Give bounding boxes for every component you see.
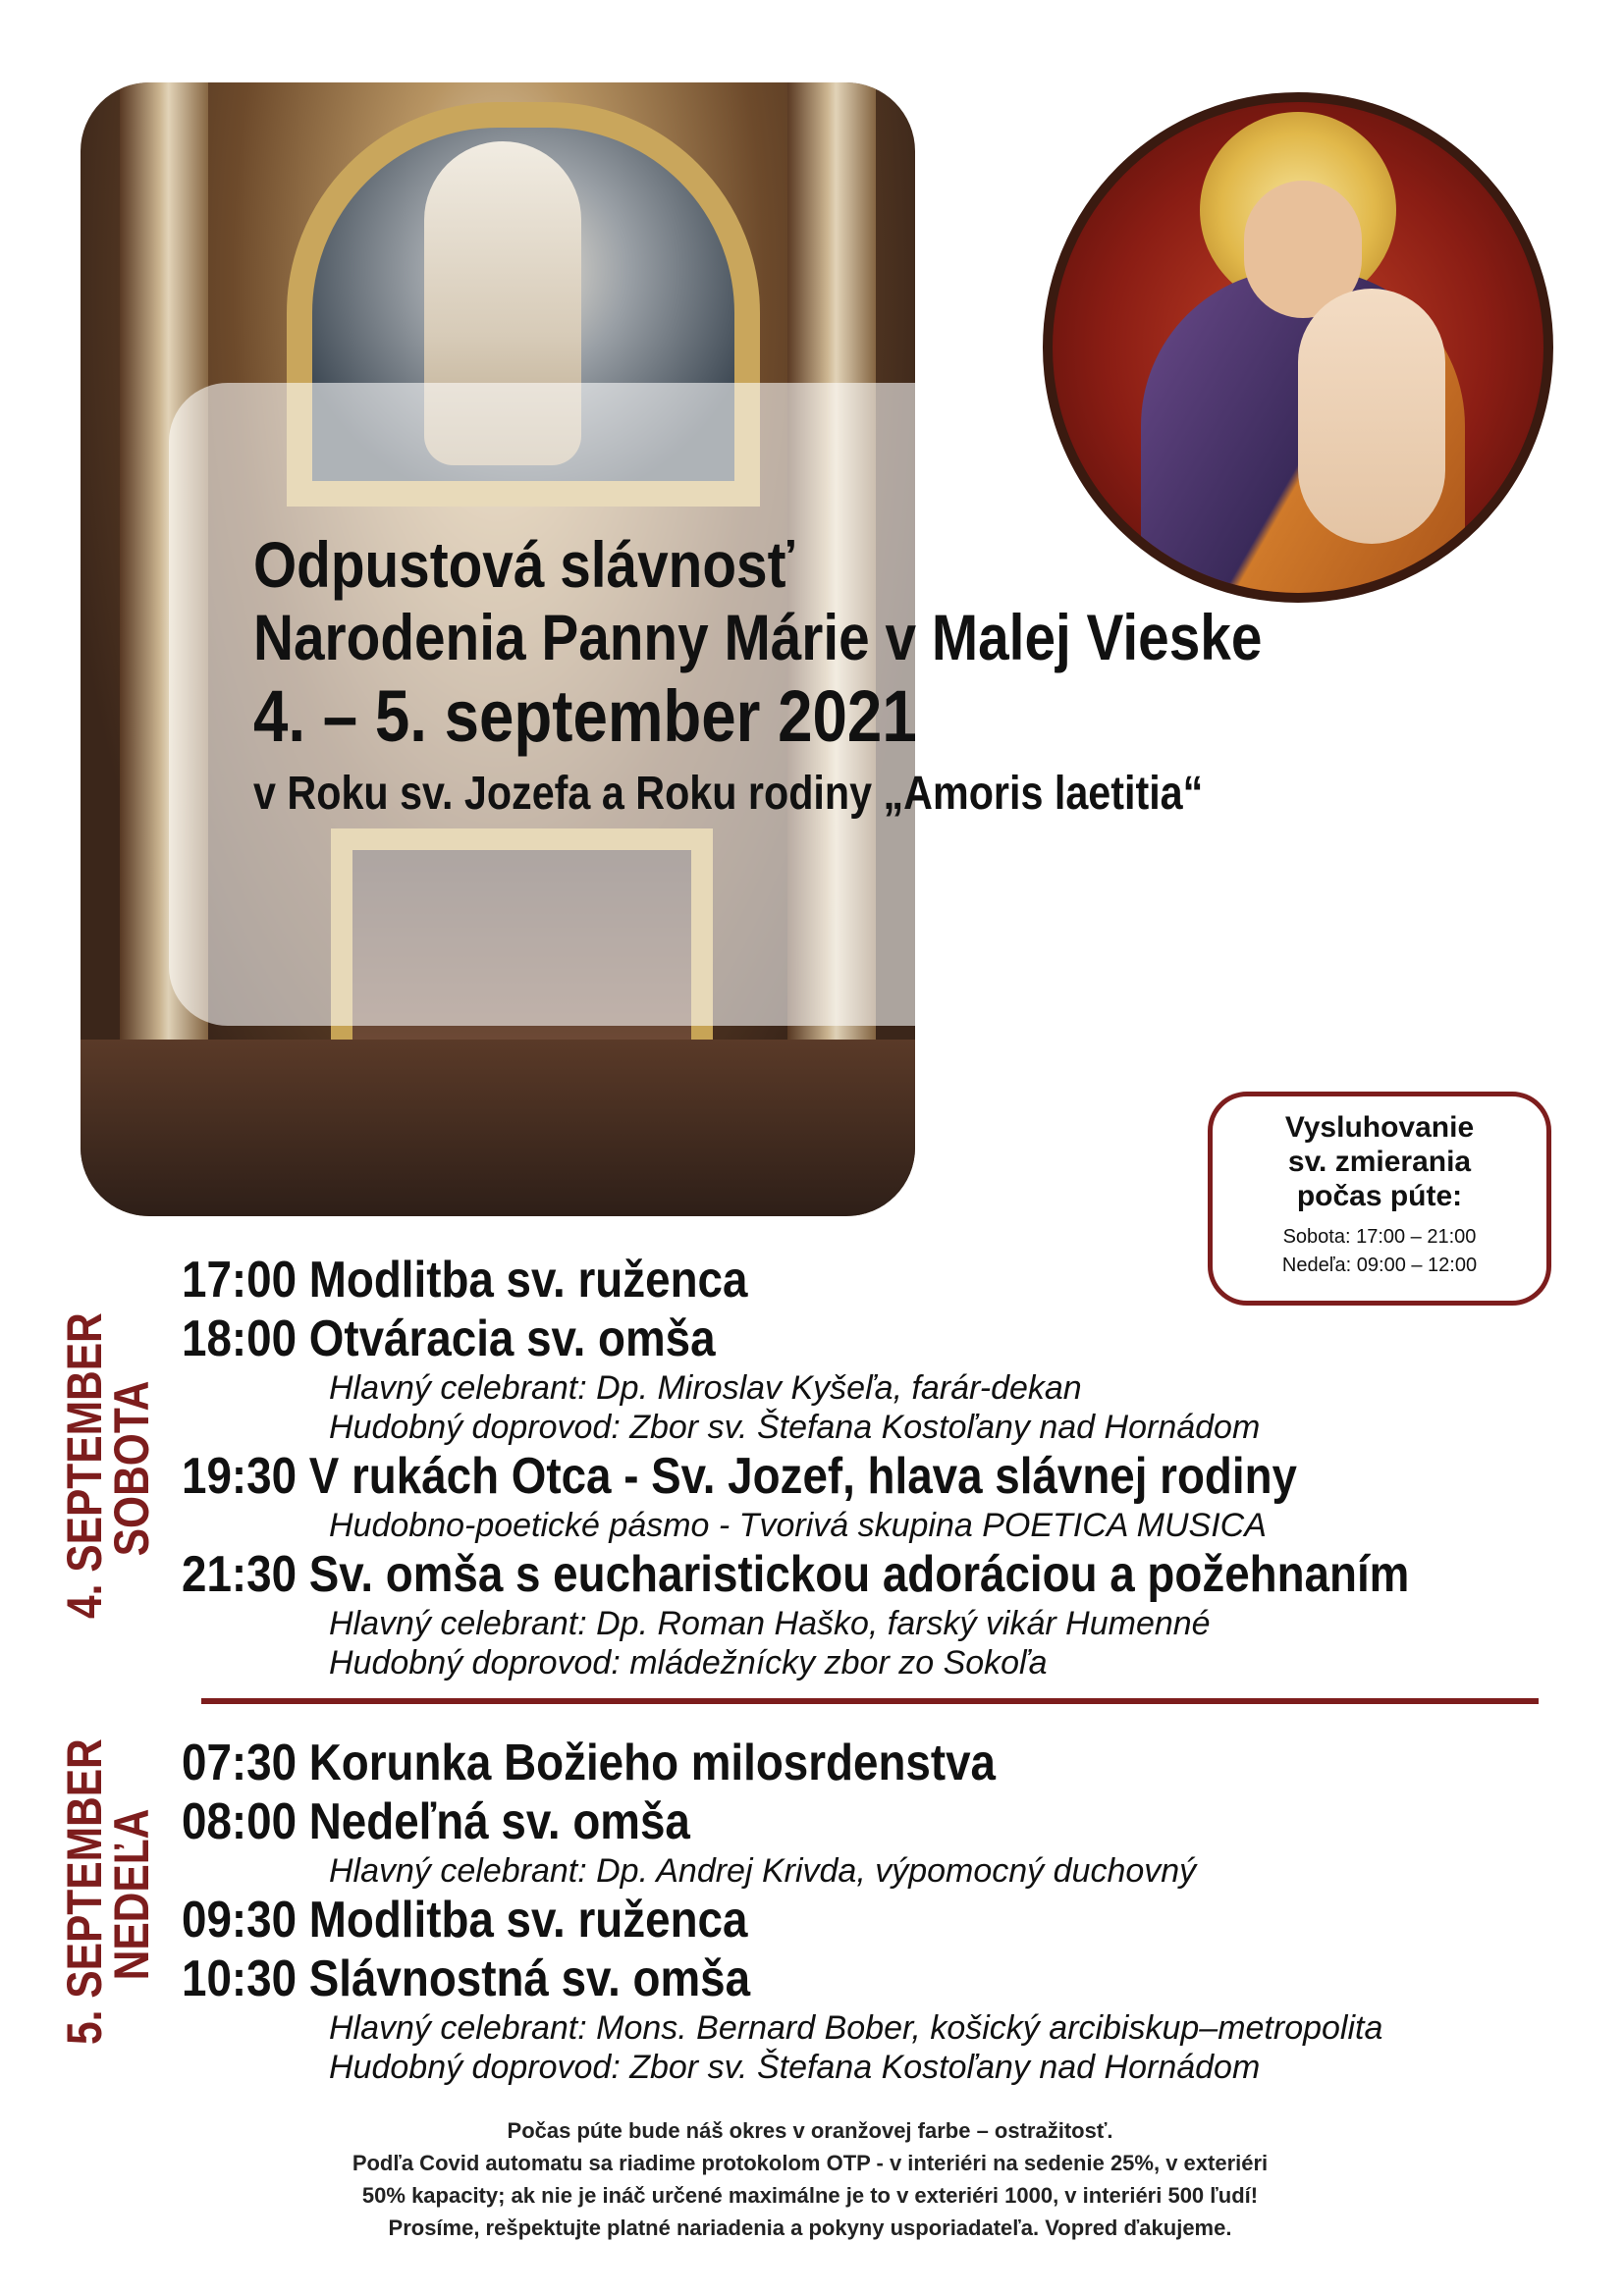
- schedule-item: [182, 1949, 1382, 2087]
- event-title: 09:30 Modlitba sv. ruženca: [182, 1892, 748, 1949]
- saturday-schedule: [182, 1251, 1577, 1682]
- schedule-item: [182, 1251, 1577, 1309]
- notice-line: Počas púte bude náš okres v oranžovej farbe – ostražitosť.: [507, 2118, 1113, 2143]
- saturday-label: [57, 1292, 159, 1645]
- event-detail: Hlavný celebrant: Dp. Miroslav Kyšeľa, farár-dekan: [329, 1369, 1082, 1407]
- event-title: 19:30 V rukách Otca - Sv. Jozef, hlava slávnej rodiny: [182, 1448, 1298, 1505]
- event-detail: Hudobno-poetické pásmo - Tvorivá skupina POETICA MUSICA: [329, 1507, 1267, 1544]
- page-title: [253, 528, 1427, 828]
- schedule-item: [182, 1545, 1577, 1682]
- event-title: 21:30 Sv. omša s eucharistickou adoráciou a požehnaním: [182, 1546, 1410, 1603]
- title-line-2: Narodenia Panny Márie v Malej Vieske: [253, 601, 1263, 673]
- day-separator: [201, 1698, 1539, 1704]
- stained-glass-saint-joseph-image: [1043, 92, 1553, 603]
- schedule-item: [182, 1447, 1577, 1545]
- sunday-day: NEDEĽA: [104, 1808, 159, 1981]
- event-detail: Hudobný doprovod: Zbor sv. Štefana Kostoľany nad Hornádom: [329, 1409, 1261, 1446]
- confession-time-sunday: Nedeľa: 09:00 – 12:00: [1281, 1255, 1478, 1276]
- confession-heading-1: Vysluhovanie: [1284, 1111, 1475, 1144]
- event-detail: Hlavný celebrant: Dp. Roman Haško, farský vikár Humenné: [329, 1605, 1211, 1642]
- sunday-date: 5. SEPTEMBER: [57, 1738, 112, 2045]
- schedule-item: [182, 1734, 1382, 1792]
- sunday-schedule: [182, 1734, 1382, 2087]
- notice-line: Podľa Covid automatu sa riadime protokolom OTP - v interiéri na sedenie 25%, v exteriéri: [352, 2151, 1269, 2175]
- schedule-item: [182, 1792, 1382, 1891]
- confession-heading-3: počas púte:: [1296, 1180, 1463, 1212]
- event-title: 08:00 Nedeľná sv. omša: [182, 1793, 690, 1850]
- confession-heading-2: sv. zmierania: [1287, 1146, 1472, 1178]
- event-title: 18:00 Otváracia sv. omša: [182, 1310, 716, 1367]
- event-title: 07:30 Korunka Božieho milosrdenstva: [182, 1735, 997, 1791]
- sunday-label: [57, 1718, 159, 2071]
- event-detail: Hudobný doprovod: Zbor sv. Štefana Kostoľany nad Hornádom: [329, 2049, 1261, 2086]
- title-date: 4. – 5. september 2021: [253, 675, 917, 757]
- event-title: 17:00 Modlitba sv. ruženca: [182, 1252, 748, 1308]
- notice-line: 50% kapacity; ak nie je ináč určené maximálne je to v exteriéri 1000, v interiéri 500 ľudí!: [361, 2183, 1259, 2208]
- saturday-date: 4. SEPTEMBER: [57, 1312, 112, 1619]
- saturday-day: SOBOTA: [104, 1380, 159, 1557]
- title-subtitle: v Roku sv. Jozefa a Roku rodiny „Amoris laetitia“: [253, 768, 1204, 820]
- event-detail: Hudobný doprovod: mládežnícky zbor zo Sokoľa: [329, 1644, 1048, 1682]
- title-line-1: Odpustová slávnosť: [253, 528, 794, 601]
- notice-line: Prosíme, rešpektujte platné nariadenia a pokyny usporiadateľa. Vopred ďakujeme.: [388, 2216, 1232, 2240]
- covid-notice: [245, 2114, 1375, 2244]
- event-detail: Hlavný celebrant: Mons. Bernard Bober, košický arcibiskup–metropolita: [329, 2009, 1383, 2047]
- confession-time-saturday: Sobota: 17:00 – 21:00: [1282, 1226, 1477, 1248]
- schedule-item: [182, 1309, 1577, 1447]
- schedule-item: [182, 1891, 1382, 1949]
- event-detail: Hlavný celebrant: Dp. Andrej Krivda, výpomocný duchovný: [329, 1852, 1197, 1890]
- event-title: 10:30 Slávnostná sv. omša: [182, 1950, 751, 2007]
